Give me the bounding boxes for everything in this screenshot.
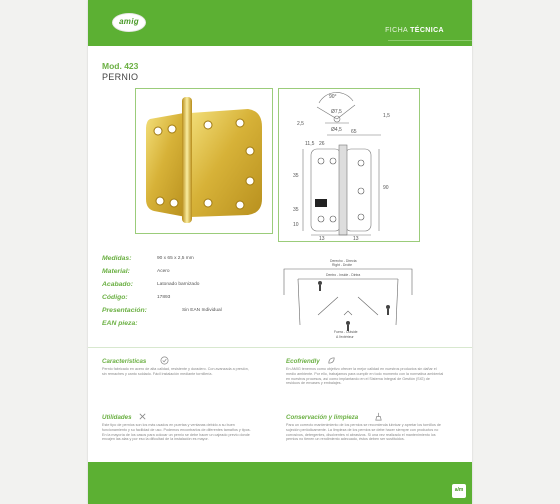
dim-35-top: 35 xyxy=(293,173,299,179)
spec-presentacion: Presentación: Sin EAN Individual xyxy=(102,307,222,314)
amig-logo xyxy=(112,13,146,32)
ecofriendly-text: En AMIG tenemos como objetivo ofrecer la mejor calidad en nuestros productos sin dañar el medio ambiente. Por ello, trabajamos para cumplir en todo momento con la normativa ambiental en nuestros procesos, así como implantando en el Sistema Integral de Gestión (SIG) de residuos de envases y embalajes. xyxy=(286,367,444,386)
check-badge-icon xyxy=(160,356,169,365)
footer-logo: a/m xyxy=(452,484,466,498)
spec-material: Material: Acero xyxy=(102,268,170,275)
dim-2-5: 2,5 xyxy=(297,121,304,127)
door-right-sublabel: Right - Droite xyxy=(332,263,352,267)
technical-sheet xyxy=(88,0,472,504)
spec-codigo: Código: 17893 xyxy=(102,294,171,301)
product-photo xyxy=(135,88,273,234)
technical-drawing xyxy=(278,88,420,242)
model-number: Mod. 423 xyxy=(102,61,139,71)
dim-angle: 90° xyxy=(329,94,337,100)
product-name: PERNIO xyxy=(102,72,139,82)
door-inside-label: Dentro - Inside - Dintra xyxy=(326,273,361,277)
dim-65: 65 xyxy=(351,129,357,135)
door-diagram-svg xyxy=(278,255,418,341)
dim-26: 26 xyxy=(319,141,325,147)
leaf-icon xyxy=(327,356,336,365)
conservacion-text: Para un correcto mantenimiento de los pernios se recomienda lubricar y apretar los tornillos de sujeción periódicamente. La limpieza de los pernios se debe hacer siempre con productos no corrosivos, detergentes, disolventes ni abrasivos. Si una vez realizado el mantenimiento los pernios no tienen un rendimiento adecuado, éstos deben ser sustituidos. xyxy=(286,423,441,442)
dim-90: 90 xyxy=(383,185,389,191)
dim-4-5: Ø4,5 xyxy=(331,127,342,133)
hinge-photo-image xyxy=(136,89,272,233)
utilidades-title: Utilidades xyxy=(102,414,132,421)
footer-bar xyxy=(88,462,472,504)
dim-10: 10 xyxy=(293,222,299,228)
dim-1-5: 1,5 xyxy=(383,113,390,119)
door-right-label: Derecho - Directa xyxy=(330,259,357,263)
spec-acabado: Acabado: Latonado barnizado xyxy=(102,281,200,288)
ecofriendly-title: Ecofriendly xyxy=(286,358,320,365)
dim-13-right: 13 xyxy=(353,236,359,241)
header-bar xyxy=(88,0,472,46)
logo-text: amig xyxy=(119,17,139,26)
spec-ean: EAN pieza: xyxy=(102,320,138,327)
cleaning-icon xyxy=(374,412,383,421)
door-opening-diagram xyxy=(278,255,418,341)
conservacion-title: Conservación y limpieza xyxy=(286,414,359,421)
dim-7-5: Ø7,5 xyxy=(331,109,342,115)
dim-35-bottom: 35 xyxy=(293,207,299,213)
tools-icon xyxy=(138,412,147,421)
door-outside-sublabel: A l'extérieur xyxy=(336,335,354,339)
header-underline xyxy=(388,40,472,41)
caracteristicas-text: Pernio fabricado en acero de alta calidad, resistente y duradero. Con avanzada a presión, sin remaches y canto soldado. Fácil instalación mediante tornillería. xyxy=(102,367,249,376)
section-divider xyxy=(88,347,472,348)
technical-drawing-svg xyxy=(279,89,419,241)
utilidades-text: Este tipo de pernios son los más usados en puertas y ventanas debido a su buen funcionamiento y su facilidad de uso. Podemos encontrarlos de diferentes tamaños y tipos. En la mayoría de los casos para colocar un pernio se debe hacer un cajeado previo donde encajen las alas y por eso la dificultad de la instalación es mayor. xyxy=(102,423,251,442)
dim-13-left: 13 xyxy=(319,236,325,241)
dim-11-5: 11,5 xyxy=(305,141,315,147)
sheet-type: FICHA TÉCNICA xyxy=(385,27,444,34)
spec-medidas: Medidas: 90 x 65 x 2,5 mm xyxy=(102,255,194,262)
door-outside-label: Fuera - Outside xyxy=(334,330,358,334)
caracteristicas-title: Características xyxy=(102,358,147,365)
